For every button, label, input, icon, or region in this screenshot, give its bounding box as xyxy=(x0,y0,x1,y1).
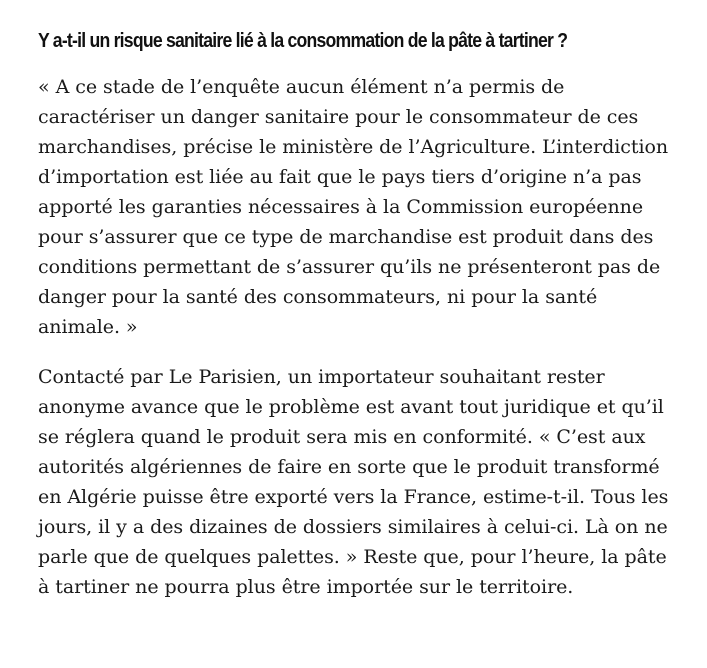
paragraph-importer-statement: Contacté par Le Parisien, un importateur souhaitant rester anonyme avance que le problème est avant tout juridique et qu’il se réglera quand le produit sera mis en conformité. « C’est aux autorités algériennes de faire en sorte que le produit transformé en Algérie puisse être exporté vers la France, estime-t-il. Tous les jours, il y a des dizaines de dossiers similaires à celui-ci. Là on ne parle que de quelques palettes. » Reste que, pour l’heure, la pâte à tartiner ne pourra plus être importée sur le territoire. xyxy=(38,366,669,598)
section-heading: Y a-t-il un risque sanitaire lié à la consommation de la pâte à tartiner ? xyxy=(38,29,568,52)
article-body xyxy=(38,24,670,602)
paragraph-ministry-quote: « A ce stade de l’enquête aucun élément n’a permis de caractériser un danger sanitaire pour le consommateur de ces marchandises, précise le ministère de l’Agriculture. L’interdiction d’importation est liée au fait que le pays tiers d’origine n’a pas apporté les garanties nécessaires à la Commission européenne pour s’assurer que ce type de marchandise est produit dans des conditions permettant de s’assurer qu’ils ne présenteront pas de danger pour la santé des consommateurs, ni pour la santé animale. » xyxy=(38,76,669,338)
